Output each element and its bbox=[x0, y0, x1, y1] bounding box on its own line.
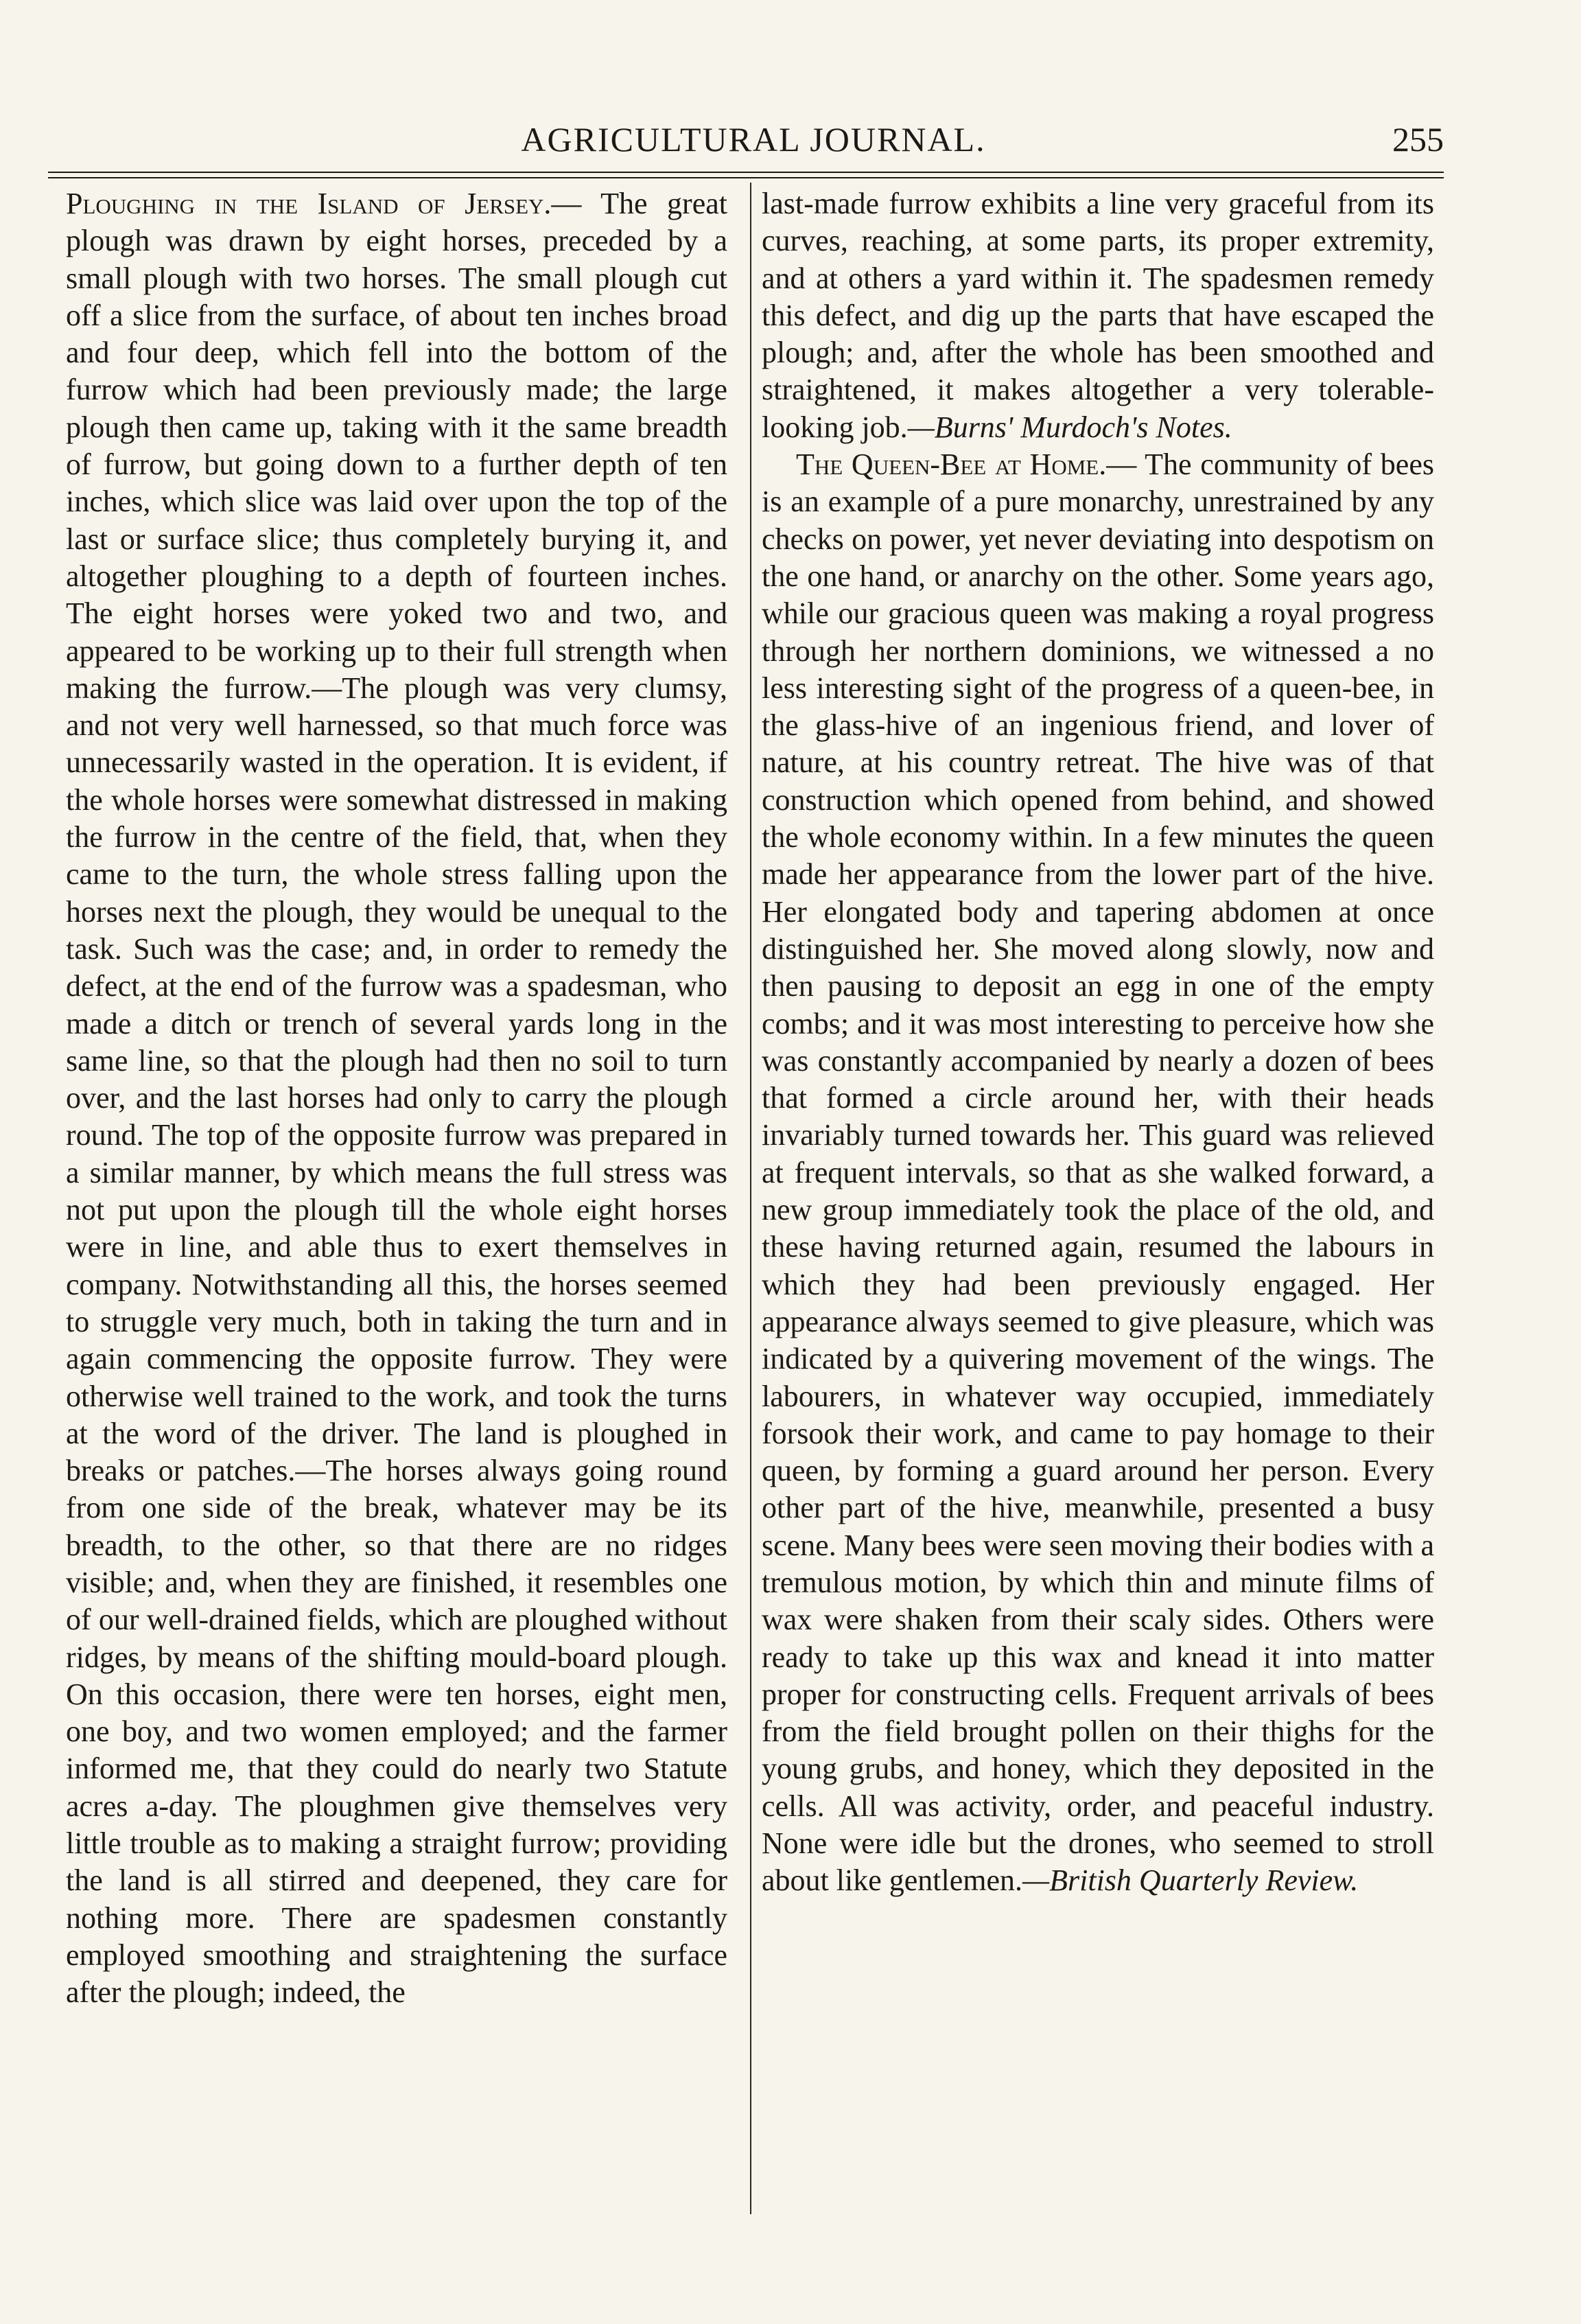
running-title: AGRICULTURAL JOURNAL. bbox=[521, 120, 986, 159]
column-divider bbox=[750, 183, 751, 2214]
article-body-continued: last-made furrow exhibits a line very graceful from its curves, reaching, at some parts, its proper extremity, and at others a yard within it. The spadesmen remedy this defect, and dig up the parts that have escaped the plough; and, after the whole has been smoothed and straightened, it makes altogether a very tolerable-looking job. bbox=[762, 187, 1434, 444]
article-ploughing-continued bbox=[762, 185, 1434, 446]
article-body: The great plough was drawn by eight horses, preceded by a small plough with two horses. The small plough cut off a slice from the surface, of about ten inches broad and four deep, which fell into the bottom of the furrow which had been previously made; the large plough then came up, taking with it the same breadth of furrow, but going down to a further depth of ten inches, which slice was laid over upon the top of the last or surface slice; thus completely burying it, and altogether ploughing to a depth of fourteen inches. The eight horses were yoked two and two, and appeared to be working up to their full strength when making the furrow.—The plough was very clumsy, and not very well harnessed, so that much force was unnecessarily wasted in the operation. It is evident, if the whole horses were somewhat distressed in making the furrow in the centre of the field, that, when they came to the turn, the whole stress falling upon the horses next the plough, they would be unequal to the task. Such was the case; and, in order to remedy the defect, at the end of the furrow was a spadesman, who made a ditch or trench of several yards long in the same line, so that the plough had then no soil to turn over, and the last horses had only to carry the plough round. The top of the opposite furrow was prepared in a similar manner, by which means the full stress was not put upon the plough till the whole eight horses were in line, and able thus to exert themselves in company. Notwithstanding all this, the horses seemed to struggle very much, both in taking the turn and in again commencing the opposite furrow. They were otherwise well trained to the work, and took the turns at the word of the driver. The land is ploughed in breaks or patches.—The horses always going round from one side of the break, whatever may be its breadth, to the other, so that there are no ridges visible; and, when they are finished, it resembles one of our well-drained fields, which are ploughed without ridges, by means of the shifting mould-board plough. On this occasion, there were ten horses, eight men, one boy, and two women employed; and the farmer informed me, that they could do nearly two Statute acres a-day. The ploughmen give themselves very little trouble as to making a straight furrow; providing the land is all stirred and deepened, they care for nothing more. There are spadesmen constantly employed smoothing and straightening the surface after the plough; indeed, the bbox=[66, 187, 727, 2010]
article-heading: Ploughing in the Island of Jersey.— bbox=[66, 187, 582, 220]
article-queen-bee bbox=[762, 446, 1434, 1900]
page-header bbox=[63, 118, 1444, 166]
article-ploughing-jersey bbox=[66, 185, 727, 2012]
header-rule bbox=[48, 172, 1444, 173]
article-attribution: —British Quarterly Review. bbox=[1022, 1863, 1359, 1898]
article-heading: The Queen-Bee at Home.— bbox=[796, 448, 1137, 482]
page-number: 255 bbox=[1392, 120, 1444, 159]
right-column bbox=[762, 185, 1434, 1900]
article-body: The community of bees is an example of a pure monarchy, unrestrained by any checks on power, yet never deviating into despotism on the one hand, or anarchy on the other. Some years ago, while our gracious queen was making a royal progress through her northern dominions, we witnessed a no less interesting sight of the progress of a queen-bee, in the glass-hive of an ingenious friend, and lover of nature, at his country retreat. The hive was of that construction which opened from behind, and showed the whole economy within. In a few minutes the queen made her appearance from the lower part of the hive. Her elongated body and tapering abdomen at once distinguished her. She moved along slowly, now and then pausing to deposit an egg in one of the empty combs; and it was most interesting to perceive how she was constantly accompanied by nearly a dozen of bees that formed a circle around her, with their heads invariably turned towards her. This guard was relieved at frequent intervals, so that as she walked forward, a new group immediately took the place of the old, and these having returned again, resumed the labours in which they had been previously engaged. Her appearance always seemed to give pleasure, which was indicated by a quivering movement of the wings. The labourers, in whatever way occupied, immediately forsook their work, and came to pay homage to their queen, by forming a guard around her person. Every other part of the hive, meanwhile, presented a busy scene. Many bees were seen moving their bodies with a tremulous motion, by which thin and minute films of wax were shaken from their scaly sides. Others were ready to take up this wax and knead it into matter proper for constructing cells. Frequent arrivals of bees from the field brought pollen on their thighs for the young grubs, and honey, which they deposited in the cells. All was activity, order, and peaceful industry. None were idle but the drones, who seemed to stroll about like gentlemen. bbox=[762, 448, 1434, 1898]
left-column bbox=[66, 185, 727, 2012]
article-attribution: —Burns' Murdoch's Notes. bbox=[907, 410, 1232, 444]
header-rule-secondary bbox=[48, 177, 1444, 178]
